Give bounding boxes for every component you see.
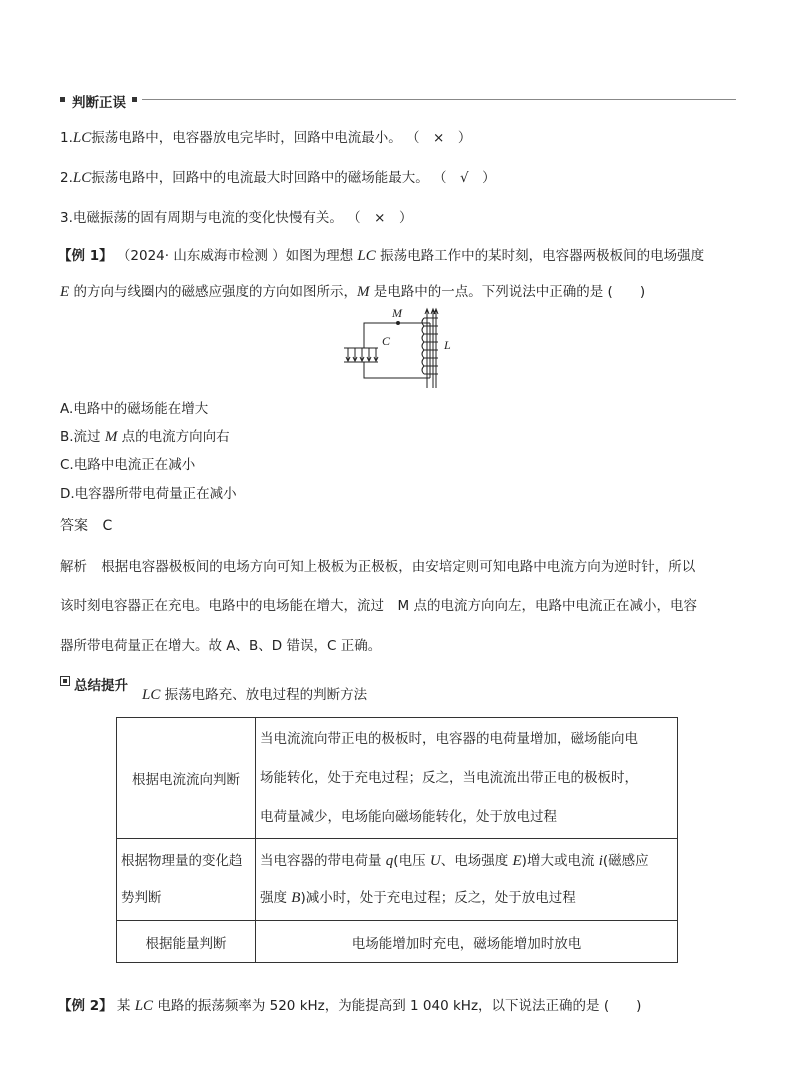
option-a bbox=[60, 397, 208, 417]
question-text: 如图为理想 bbox=[285, 248, 358, 264]
judgment-text: 振荡电路中，电容器放电完毕时，回路中电流最小。 （ × ） bbox=[91, 130, 472, 146]
answer bbox=[60, 515, 112, 535]
answer-value: C bbox=[102, 518, 113, 534]
judgment-symbol: LC bbox=[72, 170, 92, 186]
section-header bbox=[60, 91, 736, 111]
answer-label: 答案 bbox=[60, 518, 88, 534]
cell-symbol: i bbox=[598, 852, 603, 869]
cell-text: (磁感应 bbox=[602, 852, 649, 869]
analysis-text: 根据电容器极板间的电场方向可知上极板为正极板，由安培定则可知电路中电流方向为逆时针，所以 bbox=[101, 559, 696, 575]
table-row bbox=[117, 921, 678, 963]
section-title: 判断正误 bbox=[72, 95, 126, 111]
table-cell: 根据能量判断 bbox=[117, 921, 256, 963]
judgment-number: 1. bbox=[60, 130, 73, 146]
analysis-text: 器所带电荷量正在增大。故 A、B、D 错误，C 正确。 bbox=[60, 638, 382, 654]
table-cell: 电场能增加时充电，磁场能增加时放电 bbox=[256, 921, 678, 963]
cell-line: 场能转化，处于充电过程；反之，当电流流出带正电的极板时， bbox=[260, 769, 638, 786]
judgment-symbol: LC bbox=[72, 130, 92, 146]
option-symbol: M bbox=[104, 429, 118, 445]
table-cell bbox=[256, 839, 678, 921]
summary-subtitle bbox=[142, 683, 367, 704]
cell-text: 强度 bbox=[260, 889, 292, 906]
table-row bbox=[117, 839, 678, 921]
judgment-text: 振荡电路中，回路中的电流最大时回路中的磁场能最大。 （ √ ） bbox=[91, 170, 496, 186]
option-b bbox=[60, 425, 230, 446]
question-symbol: LC bbox=[134, 998, 154, 1014]
section-bullet-icon bbox=[60, 97, 65, 102]
summary-subtitle-text: 振荡电路充、放电过程的判断方法 bbox=[160, 687, 368, 703]
judgment-item bbox=[60, 166, 496, 187]
judgment-number: 2. bbox=[60, 170, 73, 186]
option-c bbox=[60, 453, 195, 473]
cell-line: 当电流流向带正电的极板时，电容器的电荷量增加，磁场能向电 bbox=[260, 730, 638, 747]
example-source: （2024· 山东威海市检测 ） bbox=[116, 248, 286, 264]
cell-text: 当电容器的带电荷量 bbox=[260, 852, 386, 869]
analysis-line bbox=[60, 594, 697, 614]
analysis-line bbox=[60, 634, 381, 654]
analysis-label: 解析 bbox=[60, 559, 87, 575]
cell-line: 电荷量减少，电场能向磁场能转化，处于放电过程 bbox=[260, 808, 557, 825]
question-symbol: M bbox=[356, 284, 370, 300]
option-text: B.流过 bbox=[60, 429, 105, 445]
section-divider bbox=[142, 99, 736, 100]
cell-line: 根据物理量的变化趋 bbox=[121, 852, 243, 869]
analysis-text: 该时刻电容器正在充电。电路中的电场能在增大，流过 M 点的电流方向向左，电路中电流正在减小，电容 bbox=[60, 598, 697, 614]
cell-text: )减小时，处于充电过程；反之，处于放电过程 bbox=[300, 889, 576, 906]
judgment-item bbox=[60, 206, 413, 226]
cell-text: (电压 bbox=[393, 852, 430, 869]
analysis-line bbox=[60, 555, 695, 575]
example-tag: 【例 2】 bbox=[58, 998, 113, 1014]
label-l: L bbox=[444, 338, 451, 352]
table-cell bbox=[117, 839, 256, 921]
question-text: 的方向与线圈内的磁感应强度的方向如图所示， bbox=[69, 284, 357, 300]
question-text: 是电路中的一点。下列说法中正确的是 ( ) bbox=[369, 284, 646, 300]
cell-symbol: B bbox=[291, 889, 301, 906]
summary-symbol: LC bbox=[142, 687, 161, 703]
option-text: 点的电流方向向右 bbox=[117, 429, 230, 445]
judgment-number: 3. bbox=[60, 210, 73, 226]
label-c: C bbox=[382, 334, 391, 348]
label-m: M bbox=[392, 306, 402, 320]
cell-text: 、电场强度 bbox=[440, 852, 513, 869]
example2-line bbox=[58, 994, 641, 1015]
option-d bbox=[60, 482, 237, 502]
cell-line bbox=[260, 880, 673, 917]
question-symbol: LC bbox=[357, 248, 376, 264]
option-text: D.电容器所带电荷量正在减小 bbox=[60, 486, 237, 502]
option-text: C.电路中电流正在减小 bbox=[60, 457, 196, 473]
option-text: A.电路中的磁场能在增大 bbox=[60, 401, 209, 417]
table-row bbox=[117, 718, 678, 839]
table-cell bbox=[256, 718, 678, 839]
table-cell: 根据电流流向判断 bbox=[117, 718, 256, 839]
question-text: 某 bbox=[112, 998, 135, 1014]
question-text: 振荡电路工作中的某时刻，电容器两极板间的电场强度 bbox=[375, 248, 705, 264]
question-symbol: E bbox=[60, 284, 70, 300]
section-bullet-icon bbox=[132, 97, 137, 102]
question-text: 电路的振荡频率为 520 kHz，为能提高到 1 040 kHz，以下说法正确的是 ( ) bbox=[153, 998, 642, 1014]
summary-table bbox=[116, 717, 678, 963]
cell-symbol: U bbox=[429, 852, 441, 869]
cell-line: 势判断 bbox=[121, 889, 162, 906]
example1-line1 bbox=[58, 244, 704, 265]
cell-line bbox=[260, 843, 673, 880]
example1-line2 bbox=[60, 280, 645, 301]
cell-text: )增大或电流 bbox=[521, 852, 599, 869]
cell-symbol: E bbox=[512, 852, 522, 869]
judgment-item bbox=[60, 126, 471, 147]
judgment-text: 电磁振荡的固有周期与电流的变化快慢有关。 （ × ） bbox=[72, 210, 413, 226]
summary-icon bbox=[60, 676, 70, 686]
example-tag: 【例 1】 bbox=[58, 248, 113, 264]
summary-title: 总结提升 bbox=[74, 678, 128, 694]
cell-symbol: q bbox=[385, 852, 394, 869]
